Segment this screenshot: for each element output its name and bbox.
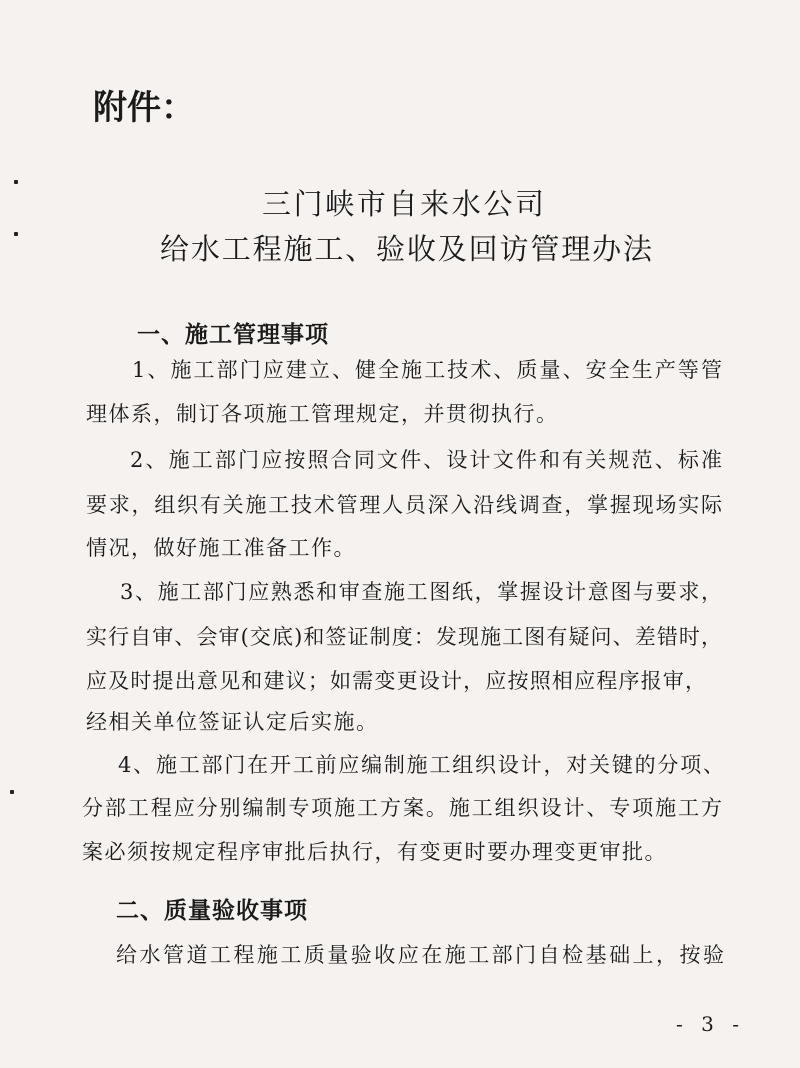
paragraph-line: 应及时提出意见和建议；如需变更设计，应按照相应程序报审， [86, 669, 706, 693]
paragraph-line: 2、施工部门应按照合同文件、设计文件和有关规范、标准 [130, 448, 722, 472]
scan-mark [14, 232, 18, 236]
paragraph-line: 案必须按规定程序审批后执行，有变更时要办理变更审批。 [82, 840, 667, 864]
paragraph-line: 1、施工部门应建立、健全施工技术、质量、安全生产等管 [132, 358, 722, 382]
section-heading-2: 二、质量验收事项 [116, 898, 308, 924]
paragraph-line: 给水管道工程施工质量验收应在施工部门自检基础上，按验 [116, 943, 724, 967]
paragraph-line: 情况，做好施工准备工作。 [86, 536, 356, 560]
paragraph-line: 4、施工部门在开工前应编制施工组织设计，对关键的分项、 [118, 753, 724, 777]
attachment-label: 附件： [93, 88, 195, 128]
paragraph-line: 分部工程应分别编制专项施工方案。施工组织设计、专项施工方 [82, 796, 722, 820]
paragraph-line: 要求，组织有关施工技术管理人员深入沿线调查，掌握现场实际 [86, 493, 722, 517]
paragraph-line: 实行自审、会审(交底)和签证制度：发现施工图有疑问、差错时， [86, 625, 722, 649]
scan-mark [10, 790, 14, 794]
paragraph-line: 3、施工部门应熟悉和审查施工图纸，掌握设计意图与要求， [120, 580, 722, 604]
document-title-line1: 三门峡市自来水公司 [262, 187, 544, 221]
section-heading-1: 一、施工管理事项 [137, 322, 329, 348]
document-title-line2: 给水工程施工、验收及回访管理办法 [160, 232, 652, 266]
paragraph-line: 理体系，制订各项施工管理规定，并贯彻执行。 [86, 402, 559, 426]
paragraph-line: 经相关单位签证认定后实施。 [86, 710, 379, 734]
page-number: - 3 - [676, 1012, 745, 1036]
scan-mark [14, 180, 18, 184]
